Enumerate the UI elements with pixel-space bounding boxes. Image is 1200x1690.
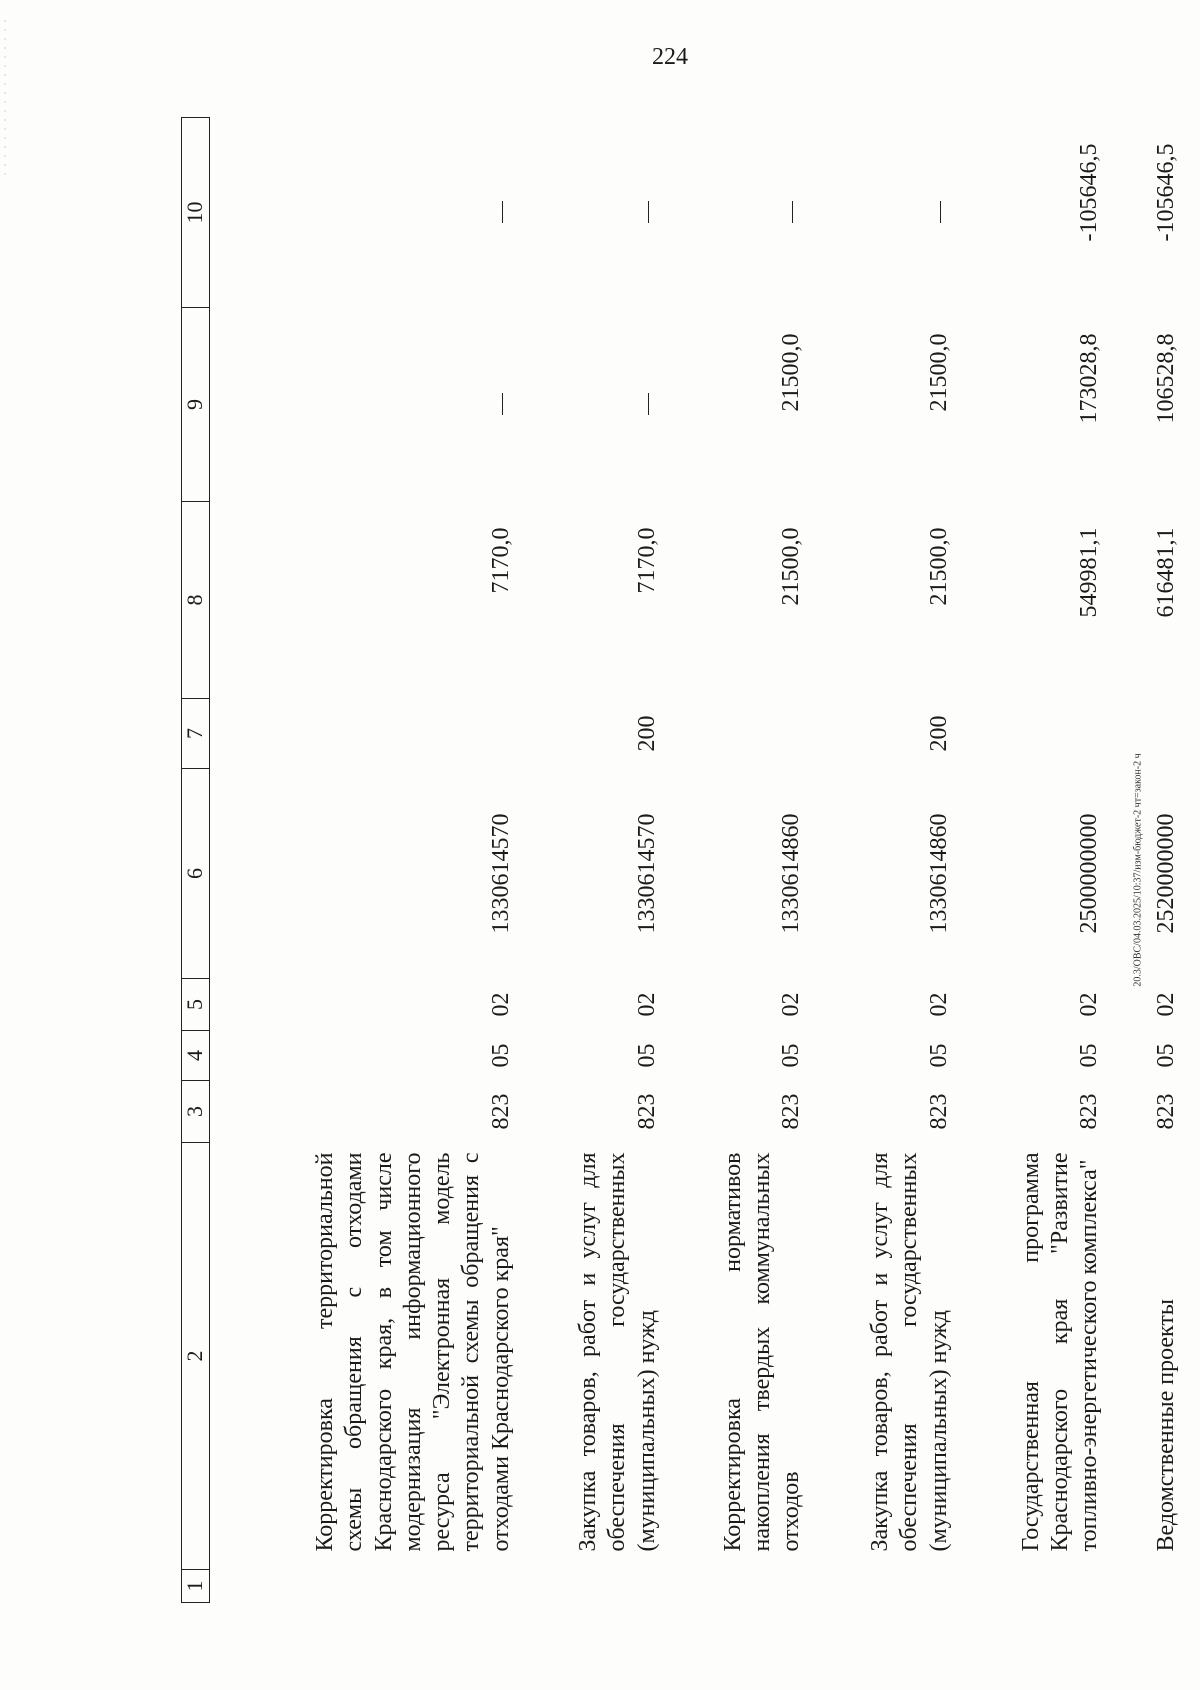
column-header-9: 9 — [182, 308, 210, 502]
dash-mark — [648, 202, 649, 224]
expense-type-cell — [966, 699, 1117, 769]
column-header-2: 2 — [182, 1143, 210, 1570]
amount-cell: 106528,8 — [1152, 333, 1179, 424]
section-code-cell: 05 — [925, 1043, 952, 1068]
scan-margin-marks — [4, 20, 6, 180]
expense-type-cell — [1116, 699, 1193, 769]
ministry-code-cell: 823 — [925, 1093, 952, 1130]
amount-cell — [819, 118, 966, 308]
item-name-cell: Ведомственные проекты — [1152, 1299, 1179, 1552]
table-row — [966, 118, 1117, 1603]
expense-type-cell: 200 — [925, 715, 952, 752]
document-stamp — [1131, 430, 1145, 1310]
ministry-code-cell: 823 — [487, 1093, 514, 1130]
amount-cell: 7170,0 — [487, 527, 514, 594]
column-header-6: 6 — [182, 769, 210, 979]
row-number-cell — [674, 1570, 819, 1603]
rotated-table-wrapper — [181, 118, 1193, 1603]
amount-cell: 21500,0 — [925, 527, 952, 606]
header-row — [182, 118, 210, 1603]
amount-cell — [528, 308, 674, 502]
target-article-cell: 1330614570 — [487, 813, 514, 934]
column-header-8: 8 — [182, 502, 210, 699]
table-row — [819, 118, 966, 1603]
subsection-code-cell: 02 — [925, 992, 952, 1017]
row-number-cell — [819, 1570, 966, 1603]
amount-cell: 7170,0 — [633, 527, 660, 594]
amount-cell: 549981,1 — [1076, 527, 1103, 618]
dash-mark — [648, 394, 649, 416]
ministry-code-cell: 823 — [1152, 1093, 1179, 1130]
ministry-code-cell: 823 — [778, 1093, 805, 1130]
column-header-10: 10 — [182, 118, 210, 308]
column-header-7: 7 — [182, 699, 210, 769]
section-code-cell: 05 — [1152, 1043, 1179, 1068]
ministry-code-cell: 823 — [633, 1093, 660, 1130]
target-article-cell: 1330614860 — [925, 813, 952, 934]
target-article-cell: 2500000000 — [1076, 813, 1103, 934]
table-row — [528, 118, 674, 1603]
target-article-cell: 2520000000 — [1152, 813, 1179, 934]
table-row — [1116, 118, 1193, 1603]
section-code-cell: 05 — [633, 1043, 660, 1068]
amount-cell — [209, 118, 528, 308]
row-number-cell — [966, 1570, 1117, 1603]
column-header-4: 4 — [182, 1031, 210, 1081]
item-name-cell: Закупка товаров, работ и услуг для обеспечения государственных (муниципальных) нужд — [867, 1152, 952, 1552]
dash-mark — [940, 202, 941, 224]
page-number: 224 — [652, 44, 688, 70]
ministry-code-cell: 823 — [1076, 1093, 1103, 1130]
amount-cell — [528, 118, 674, 308]
section-code-cell: 05 — [487, 1043, 514, 1068]
amount-cell — [209, 308, 528, 502]
table-row — [674, 118, 819, 1603]
amount-cell — [674, 118, 819, 308]
table-row — [209, 118, 528, 1603]
amount-cell: 21500,0 — [778, 333, 805, 412]
section-code-cell: 05 — [1076, 1043, 1103, 1068]
column-header-1: 1 — [182, 1570, 210, 1603]
amount-cell: -105646,5 — [1152, 143, 1179, 242]
dash-mark — [792, 202, 793, 224]
row-number-cell — [528, 1570, 674, 1603]
expense-type-cell: 200 — [633, 715, 660, 752]
budget-table — [181, 117, 1193, 1603]
column-header-5: 5 — [182, 979, 210, 1031]
section-code-cell: 05 — [778, 1043, 805, 1068]
subsection-code-cell: 02 — [1076, 992, 1103, 1017]
target-article-cell: 1330614570 — [633, 813, 660, 934]
subsection-code-cell: 02 — [778, 992, 805, 1017]
amount-cell: 173028,8 — [1076, 333, 1103, 424]
document-stamp-text: 20.3/ОВС/04.03.2025/10:37/изм-бюджет-2 чт=закон-2 ч — [1132, 753, 1144, 987]
amount-cell: 21500,0 — [925, 333, 952, 412]
subsection-code-cell: 02 — [1152, 992, 1179, 1017]
amount-cell: 616481,1 — [1152, 527, 1179, 618]
subsection-code-cell: 02 — [633, 992, 660, 1017]
expense-type-cell — [674, 699, 819, 769]
row-number-cell — [209, 1570, 528, 1603]
expense-type-cell — [209, 699, 528, 769]
subsection-code-cell: 02 — [487, 992, 514, 1017]
dash-mark — [502, 394, 503, 416]
item-name-cell: Государственная программа Краснодарского края "Развитие топливно-энергетического комплекса" — [1017, 1152, 1103, 1552]
row-number-cell — [1116, 1570, 1193, 1603]
item-name-cell: Корректировка нормативов накопления твердых коммунальных отходов — [719, 1152, 805, 1552]
target-article-cell: 1330614860 — [778, 813, 805, 934]
dash-mark — [502, 202, 503, 224]
amount-cell: -105646,5 — [1076, 143, 1103, 242]
amount-cell: 21500,0 — [778, 527, 805, 606]
item-name-cell: Закупка товаров, работ и услуг для обеспечения государственных (муниципальных) нужд — [575, 1152, 660, 1552]
item-name-cell: Корректировка территориальной схемы обращения с отходами Краснодарского края, в том числе модернизация информационного ресурса "Электронная модель территориальной схемы обращения с отходами Краснодарского края" — [312, 1152, 514, 1552]
column-header-3: 3 — [182, 1081, 210, 1143]
